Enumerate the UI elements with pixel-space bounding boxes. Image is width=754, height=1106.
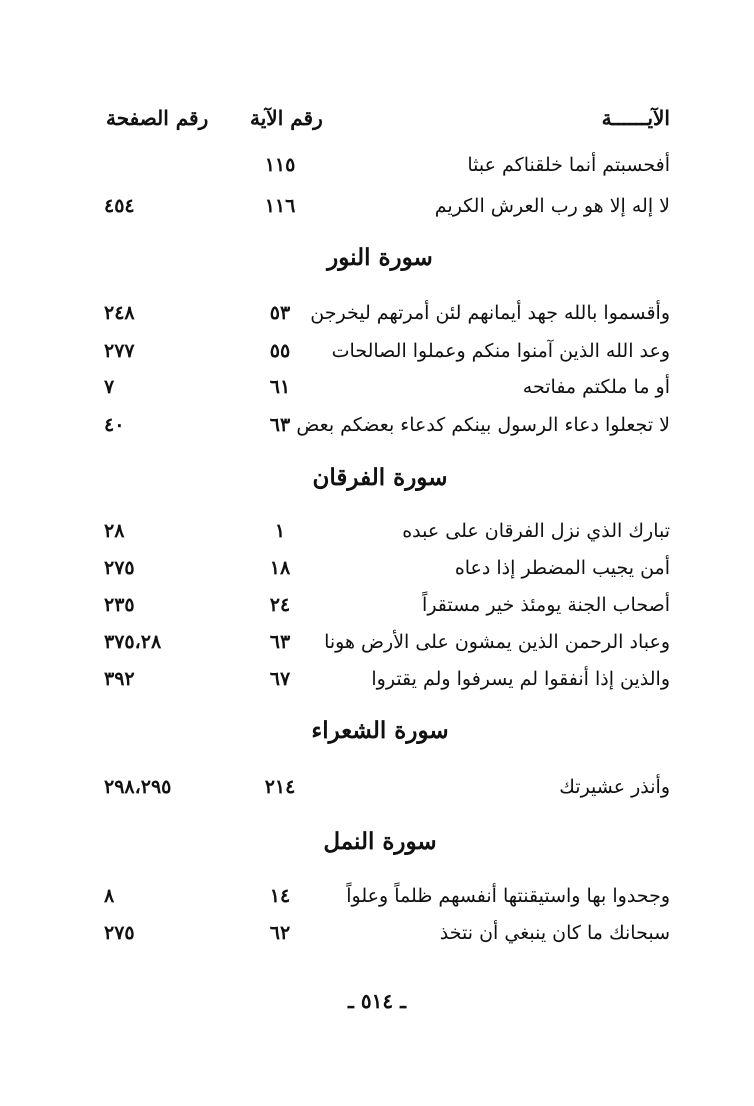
- ayah-number: ١١٦: [264, 195, 296, 217]
- ayah-number: ١٨: [269, 557, 291, 579]
- surah-heading: [100, 236, 680, 280]
- page-number: ٢٤٨: [104, 302, 135, 324]
- ayah-number: ١١٥: [264, 154, 296, 176]
- surah-heading: [100, 709, 680, 753]
- index-entry: [100, 913, 680, 953]
- index-entry: [100, 331, 680, 371]
- page-number: ٣٧٥،٢٨: [104, 631, 162, 653]
- page-number: ٤٥٤: [104, 195, 135, 217]
- page-number: ٣٩٢: [104, 668, 135, 690]
- page-number: ٨: [104, 885, 115, 907]
- surah-heading: [100, 456, 680, 500]
- surah-title: سورة الفرقان: [312, 464, 448, 491]
- column-header: [100, 98, 680, 138]
- index-entry: [100, 511, 680, 551]
- verse-text: تبارك الذي نزل الفرقان على عبده: [402, 520, 670, 542]
- verse-text: لا تجعلوا دعاء الرسول بينكم كدعاء بعضكم بعض: [296, 414, 670, 436]
- verse-text: أفحسبتم أنما خلقناكم عبثا: [467, 154, 670, 176]
- verse-text: والذين إذا أنفقوا لم يسرفوا ولم يقتروا: [371, 668, 670, 690]
- index-entry: [100, 767, 680, 807]
- ayah-number: ٦١: [269, 376, 291, 398]
- index-entry: [100, 293, 680, 333]
- page-number: ٢٧٧: [104, 340, 135, 362]
- verse-text: أمن يجيب المضطر إذا دعاه: [454, 557, 670, 579]
- verse-text: أو ما ملكتم مفاتحه: [522, 376, 670, 398]
- index-entry: [100, 186, 680, 226]
- ayah-number: ٦٧: [269, 668, 291, 690]
- ayah-number: ٥٣: [269, 302, 291, 324]
- surah-title: سورة الشعراء: [311, 717, 449, 744]
- page-number: ٧: [104, 376, 115, 398]
- page-number: ٢٧٥: [104, 557, 135, 579]
- index-entry: [100, 405, 680, 445]
- verse-text: وأقسموا بالله جهد أيمانهم لئن أمرتهم ليخرجن: [310, 302, 670, 324]
- index-entry: [100, 659, 680, 699]
- surah-title: سورة النمل: [323, 828, 437, 855]
- verse-text: وعد الله الذين آمنوا منكم وعملوا الصالحات: [331, 340, 670, 362]
- ayah-number: ١: [274, 520, 286, 542]
- verse-text: سبحانك ما كان ينبغي أن نتخذ: [439, 922, 670, 944]
- surah-heading: [100, 820, 680, 864]
- verse-text: وعباد الرحمن الذين يمشون على الأرض هونا: [324, 631, 670, 653]
- page-number-column-header: رقم الصفحة: [106, 106, 209, 130]
- ayah-number: ٦٢: [269, 922, 291, 944]
- ayah-number: ١٤: [269, 885, 291, 907]
- ayah-number: ٦٣: [269, 631, 291, 653]
- index-entry: [100, 145, 680, 185]
- index-entry: [100, 548, 680, 588]
- page-number: ٤٠: [104, 414, 125, 436]
- page-number: ٢٨: [104, 520, 125, 542]
- index-entry: [100, 585, 680, 625]
- ayah-number: ٢٤: [269, 594, 291, 616]
- ayah-number: ٢١٤: [264, 776, 296, 798]
- index-entry: [100, 876, 680, 916]
- page-footer-number: ـ ٥١٤ ـ: [348, 989, 406, 1013]
- page-number: ٢٧٥: [104, 922, 135, 944]
- verse-text: لا إله إلا هو رب العرش الكريم: [434, 195, 670, 217]
- page-number: ٢٩٨،٢٩٥: [104, 776, 172, 798]
- page-number: ٢٣٥: [104, 594, 135, 616]
- ayah-number-column-header: رقم الآية: [250, 106, 323, 130]
- ayah-number: ٥٥: [269, 340, 291, 362]
- surah-title: سورة النور: [327, 244, 433, 271]
- verse-text: وجحدوا بها واستيقنتها أنفسهم ظلماً وعلواً: [346, 885, 670, 907]
- verse-text: وأنذر عشيرتك: [559, 776, 670, 798]
- index-entry: [100, 622, 680, 662]
- verse-text: أصحاب الجنة يومئذ خير مستقراً: [422, 594, 670, 616]
- verse-column-header: الآيــــــة: [601, 106, 670, 130]
- index-entry: [100, 367, 680, 407]
- ayah-number: ٦٣: [269, 414, 291, 436]
